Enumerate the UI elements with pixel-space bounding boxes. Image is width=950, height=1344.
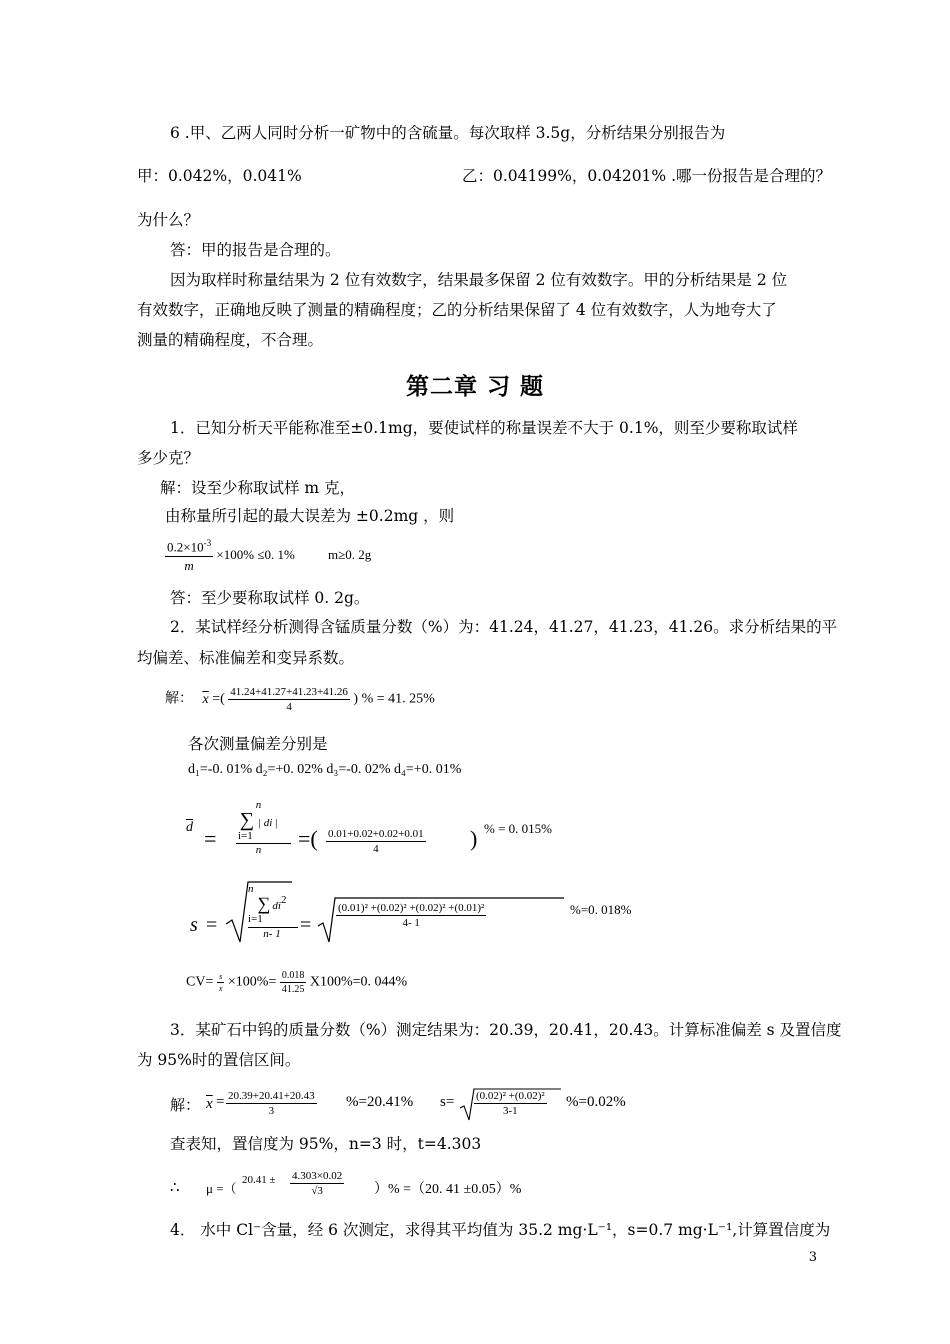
q1-formula-num: 0.2×10	[167, 539, 204, 555]
q2-sd-num: (0.01)² +(0.02)² +(0.02)² +(0.01)²	[338, 902, 485, 914]
q2-deviations: d₁=-0. 01% d₂=+0. 02% d₃=-0. 02% d₄=+0. 01%	[188, 762, 462, 777]
q1-answer: 答：至少要称取试样 0. 2g。	[170, 589, 370, 607]
q3-mean-result: %=20.41%	[346, 1094, 414, 1110]
q1-fraction	[165, 538, 213, 574]
q1-solution-2: 由称量所引起的最大误差为 ±0.2mg ，则	[165, 507, 455, 525]
q3-mu-den: √3	[311, 1185, 323, 1197]
q2-avg-den: 4	[373, 843, 379, 855]
q2-avg-result: % = 0. 015%	[484, 821, 552, 836]
q6-result-a: 甲：0.042%，0.041%	[137, 167, 302, 185]
q2-cv-x: x	[218, 984, 223, 993]
q2-mean-result: ) % = 41. 25%	[353, 691, 435, 707]
q3-solution-label: 解：	[170, 1098, 201, 1114]
q6-reason-3: 测量的精确程度，不合理。	[137, 331, 324, 349]
q2-sd-den: n- 1	[263, 928, 281, 941]
q3-mean-sd-formula: 解： $\overline{x}$ = $\frac{20.39+20.41+20.43}{3}$ %=20.41% s= $\frac{\text{(0.02)² +(0.02)²}}{3-1}$ %=0.02%	[170, 1088, 670, 1122]
q2-solution-label: 解：	[165, 691, 193, 707]
q1-formula-exp: -3	[203, 538, 212, 548]
q2-sum-fraction: n ∑ | di | i=1 n	[236, 800, 281, 856]
q2-cv-label: CV=	[186, 974, 214, 990]
q6-reason-1: 因为取样时称量结果为 2 位有效数字，结果最多保留 2 位有效数字。甲的分析结果是 2 位	[170, 271, 788, 289]
q2-cv-den: 41.25	[281, 984, 305, 995]
q3-s-result: %=0.02%	[566, 1094, 626, 1110]
q3-therefore: ∴	[170, 1180, 180, 1196]
q3-mu-fraction	[290, 1170, 344, 1197]
q2-deviation-label: 各次测量偏差分别是	[188, 735, 328, 753]
q3-s-label: s=	[440, 1094, 455, 1110]
q1-formula-den: m	[184, 558, 194, 574]
q6-reason-2: 有效数字，正确地反映了测量的精确程度；乙的分析结果保留了 4 位有效数字，人为地夸大了	[137, 301, 777, 319]
q2-n: n	[255, 844, 262, 856]
q2-sd-inner: n ∑ $di^2$ i=1 n- 1	[248, 884, 296, 940]
q2-std-deviation-formula: s = n ∑ $di^2$ i=1 n- 1 = $\frac{\text{(0.01)² +(0.02)² +(0.02)² +(0.01)²}}{4- 1}$ %=0. 018%	[188, 878, 648, 948]
q2-sd-result: %=0. 018%	[570, 902, 632, 917]
q2-cv-mid: ×100%=	[227, 974, 277, 990]
q3-line2: 为 95%时的置信区间。	[137, 1051, 301, 1069]
q2-xbar: $\overline{x}$	[202, 691, 209, 707]
q2-mean-den: 4	[286, 701, 292, 713]
q2-avg-deviation-formula: $\overline{d}$ = n ∑ | di | i=1 n =( $\frac{0.01+0.02+0.02+0.01}{4}$ ) % = 0. 015%	[186, 799, 552, 856]
q6-answer: 答：甲的报告是合理的。	[170, 241, 341, 259]
q2-cv-sx	[217, 972, 225, 993]
q6-result-b: 乙：0.04199%，0.04201% .哪一份报告是合理的？	[462, 167, 832, 185]
q3-mu-result: ）% =（20. 41 ±0.05）%	[374, 1182, 522, 1197]
q1-formula-rest: ×100% ≤0. 1%	[216, 547, 295, 563]
q2-cv-fraction	[280, 970, 307, 995]
q2-mean-fraction	[228, 686, 350, 713]
q4-line1: 4． 水中 Cl⁻含量，经 6 次测定，求得其平均值为 35.2 mg·L⁻¹，s=0.7 mg·L⁻¹,计算置信度为	[170, 1221, 831, 1239]
q2-cv-formula	[186, 970, 407, 995]
q2-cv-result: X100%=0. 044%	[309, 974, 408, 990]
q3-s-num: (0.02)² +(0.02)²	[476, 1090, 545, 1102]
q3-s-den: 3-1	[503, 1105, 518, 1117]
q2-mean-formula: 解： $\overline{x}$ =( $\frac{41.24+41.27+41.23+41.26}{4}$ ) % = 41. 25%	[165, 686, 435, 713]
q2-avg-fraction	[326, 828, 426, 855]
page-number: 3	[808, 1250, 817, 1265]
q2-avg-num: 0.01+0.02+0.02+0.01	[328, 828, 424, 840]
q3-mu-a: 20.41 ±	[242, 1174, 276, 1186]
q3-line1: 3．某矿石中钨的质量分数（%）测定结果为：20.39，20.41，20.43。计算标准偏差 s 及置信度	[170, 1021, 842, 1039]
q1-line2: 多少克？	[137, 449, 200, 467]
q3-mu-label: μ =（	[206, 1181, 237, 1196]
q3-mean-fraction	[226, 1090, 317, 1117]
q3-s-fraction	[474, 1090, 547, 1117]
q2-mean-num: 41.24+41.27+41.23+41.26	[230, 686, 348, 698]
q6-line3: 为什么？	[137, 211, 200, 229]
q3-mu-num: 4.303×0.02	[292, 1170, 343, 1182]
q2-sum-top: n	[255, 799, 262, 811]
q2-dbar: $\overline{d}$	[186, 820, 193, 835]
q1-formula	[165, 538, 371, 574]
q3-confidence-formula	[170, 1170, 670, 1204]
q6-line1: 6 .甲、乙两人同时分析一矿物中的含硫量。每次取样 3.5g，分析结果分别报告为	[170, 124, 726, 142]
q2-cv-num: 0.018	[281, 970, 305, 981]
q2-di: di	[263, 817, 273, 829]
q2-sum-bottom: i=1	[238, 830, 253, 842]
q2-line2: 均偏差、标准偏差和变异系数。	[137, 649, 355, 667]
chapter-title: 第二章 习 题	[405, 374, 544, 400]
q3-table-lookup: 查表知，置信度为 95%，n=3 时，t=4.303	[170, 1135, 482, 1153]
q2-cv-s: s	[217, 972, 225, 983]
q2-line1: 2．某试样经分析测得含锰质量分数（%）为：41.24，41.27，41.23，41.26。求分析结果的平	[170, 618, 838, 636]
q2-s: s	[190, 914, 198, 936]
q1-line1: 1．已知分析天平能称准至±0.1mg，要使试样的称量误差不大于 0.1%，则至少要称取试样	[170, 419, 798, 437]
q3-mean-den: 3	[268, 1105, 275, 1117]
q3-mean-num: 20.39+20.41+20.43	[228, 1090, 315, 1102]
q1-solution-1: 解：设至少称取试样 m 克，	[160, 479, 356, 497]
q1-formula-result: m≥0. 2g	[328, 547, 372, 563]
q2-sd-fraction	[336, 902, 486, 929]
q2-sd-den2: 4- 1	[402, 917, 420, 929]
